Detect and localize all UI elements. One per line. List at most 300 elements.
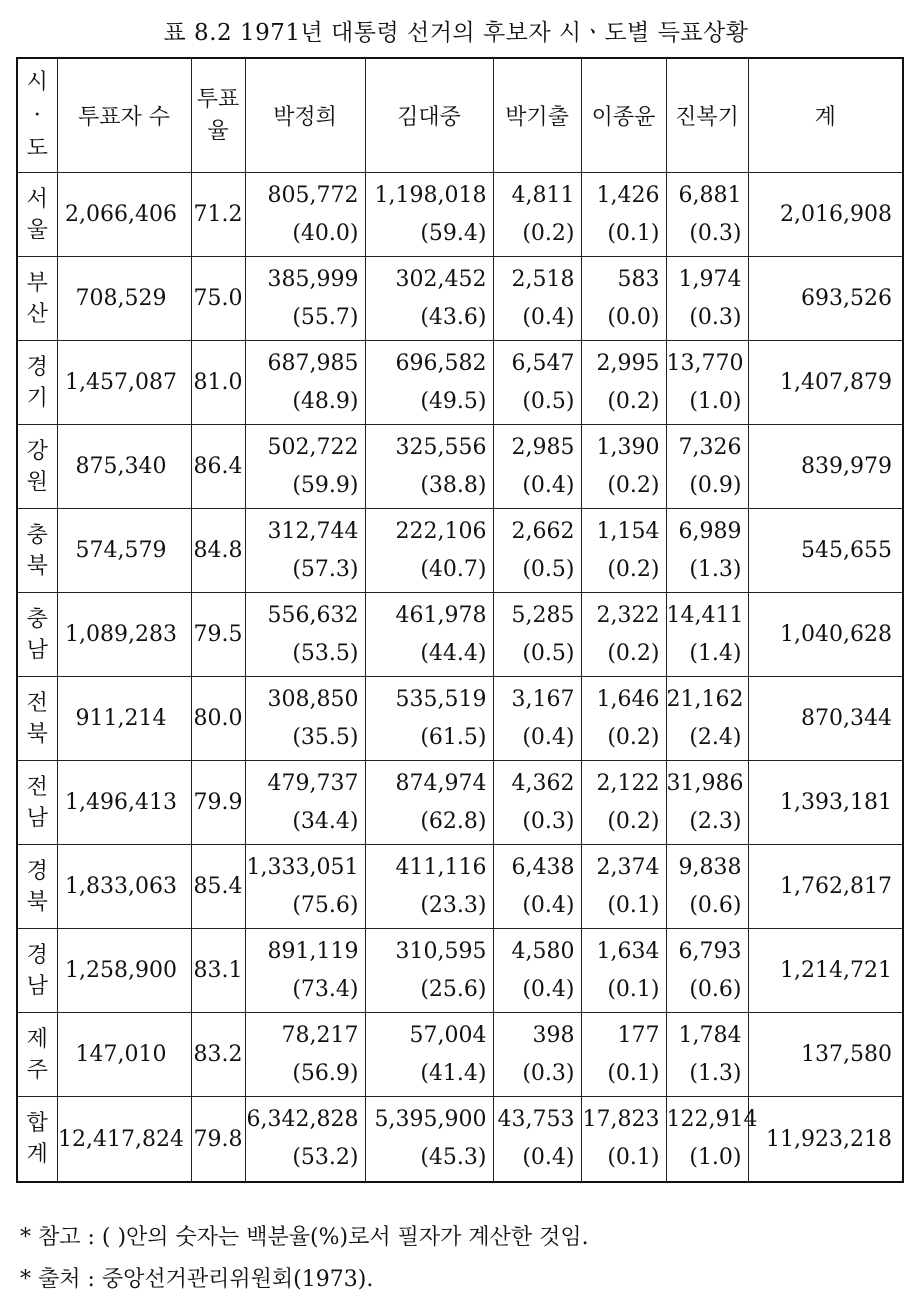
voters-value: 911,214 [75,706,167,731]
kim-cell [365,173,493,257]
region-char: 부 [26,270,48,296]
rate-cell [191,761,245,845]
pkc-cell [493,929,581,1013]
pkc-percent: (0.4) [522,892,575,918]
region-cell [17,761,57,845]
rate-cell [191,1097,245,1183]
jin-votes: 31,986 [666,770,744,796]
region-char: 북 [26,553,48,579]
jin-cell [666,257,748,341]
kim-votes: 411,116 [395,854,487,880]
park-votes: 687,985 [267,350,359,376]
lee-percent: (0.2) [607,808,660,834]
region-char: 서 [26,186,48,212]
region-char: 울 [26,217,48,243]
lee-percent: (0.2) [607,556,660,582]
voters-value: 1,833,063 [65,874,177,899]
table-row [17,257,903,341]
rate-value: 71.2 [193,202,243,227]
total-value: 2,016,908 [780,202,892,227]
table-row [17,677,903,761]
region-char: 경 [26,942,48,968]
jin-votes: 13,770 [666,350,744,376]
total-value: 545,655 [801,538,892,563]
park-percent: (48.9) [292,388,359,414]
header-region [17,58,57,173]
jin-percent: (1.4) [689,640,742,666]
rate-value: 85.4 [193,874,243,899]
jin-percent: (0.3) [689,220,742,246]
pkc-cell [493,677,581,761]
voters-value: 708,529 [75,286,167,311]
kim-votes: 696,582 [395,350,487,376]
region-cell [17,845,57,929]
pkc-votes: 3,167 [511,686,575,712]
kim-percent: (61.5) [420,724,487,750]
header-region-line: 도 [26,136,48,161]
region-cell [17,593,57,677]
voters-cell [57,509,191,593]
pkc-votes: 5,285 [511,602,575,628]
region-char: 충 [26,606,48,632]
pkc-cell [493,593,581,677]
park-cell [245,761,365,845]
region-char: 합 [26,1111,48,1136]
rate-value: 83.1 [193,958,243,983]
pkc-percent: (0.4) [522,724,575,750]
region-cell [17,173,57,257]
lee-votes: 2,374 [596,854,660,880]
lee-cell [581,593,666,677]
region-char: 경 [26,858,48,884]
voters-cell [57,593,191,677]
pkc-cell [493,341,581,425]
pkc-cell [493,845,581,929]
kim-percent: (38.8) [420,472,487,498]
table-row [17,173,903,257]
pkc-cell [493,1013,581,1097]
jin-votes: 7,326 [678,434,742,460]
jin-votes: 122,914 [666,1107,758,1132]
rate-value: 83.2 [193,1042,243,1067]
kim-percent: (59.4) [420,220,487,246]
total-cell [748,1013,903,1097]
total-value: 1,393,181 [780,790,892,815]
table-row [17,1097,903,1183]
lee-votes: 1,390 [596,434,660,460]
park-percent: (35.5) [292,724,359,750]
rate-value: 84.8 [193,538,243,563]
voters-cell [57,173,191,257]
kim-cell [365,929,493,1013]
region-char: 제 [26,1026,48,1052]
pkc-cell [493,257,581,341]
region-char: 남 [26,805,48,831]
voters-value: 12,417,824 [58,1126,184,1152]
kim-percent: (41.4) [420,1060,487,1086]
region-char: 주 [26,1057,48,1083]
rate-cell [191,257,245,341]
kim-percent: (40.7) [420,556,487,582]
jin-cell [666,1097,758,1183]
park-cell [245,509,365,593]
rate-cell [191,509,245,593]
total-cell [748,845,903,929]
lee-cell [581,929,666,1013]
lee-cell [581,1097,666,1183]
lee-percent: (0.2) [607,640,660,666]
pkc-votes: 398 [532,1022,575,1048]
voters-value: 1,258,900 [65,958,177,983]
region-char: 기 [26,385,48,411]
park-votes: 1,333,051 [246,854,359,880]
rate-value: 81.0 [193,370,243,395]
voters-cell [57,677,191,761]
lee-votes: 2,122 [596,770,660,796]
region-char: 북 [26,721,48,747]
kim-cell [365,677,493,761]
table-row [17,425,903,509]
kim-cell [365,509,493,593]
pkc-votes: 6,547 [511,350,575,376]
lee-cell [581,845,666,929]
kim-cell [365,593,493,677]
park-votes: 78,217 [281,1022,359,1048]
lee-percent: (0.1) [607,1145,660,1170]
rate-cell [191,593,245,677]
jin-cell [666,593,748,677]
pkc-percent: (0.4) [522,976,575,1002]
park-votes: 308,850 [267,686,359,712]
rate-cell [191,929,245,1013]
lee-percent: (0.0) [607,304,660,330]
park-percent: (57.3) [292,556,359,582]
jin-percent: (1.3) [689,1060,742,1086]
pkc-votes: 2,662 [511,518,575,544]
lee-percent: (0.2) [607,472,660,498]
jin-votes: 1,784 [678,1022,742,1048]
pkc-percent: (0.5) [522,388,575,414]
lee-cell [581,1013,666,1097]
region-cell [17,341,57,425]
pkc-percent: (0.2) [522,220,575,246]
lee-percent: (0.1) [607,892,660,918]
region-char: 전 [26,690,48,716]
pkc-percent: (0.3) [522,808,575,834]
kim-cell [365,1097,493,1183]
park-votes: 312,744 [267,518,359,544]
park-percent: (56.9) [292,1060,359,1086]
pkc-votes: 6,438 [511,854,575,880]
total-value: 1,040,628 [780,622,892,647]
pkc-percent: (0.4) [522,1145,575,1170]
lee-cell [581,257,666,341]
jin-votes: 14,411 [666,602,744,628]
kim-percent: (25.6) [420,976,487,1002]
total-value: 137,580 [801,1042,892,1067]
pkc-cell [493,761,581,845]
header-region-line: · [33,103,41,128]
park-percent: (73.4) [292,976,359,1002]
pkc-cell [493,1097,581,1183]
jin-cell [666,677,748,761]
jin-votes: 6,793 [678,938,742,964]
total-value: 839,979 [801,454,892,479]
kim-votes: 1,198,018 [374,182,487,208]
lee-percent: (0.2) [607,388,660,414]
voters-value: 147,010 [75,1042,167,1067]
jin-percent: (1.0) [689,1145,742,1170]
region-cell [17,509,57,593]
jin-votes: 9,838 [678,854,742,880]
park-percent: (53.5) [292,640,359,666]
kim-cell [365,257,493,341]
region-cell [17,677,57,761]
kim-percent: (23.3) [420,892,487,918]
total-value: 693,526 [801,286,892,311]
note-source: * 출처 : 중앙선거관리위원회(1973). [20,1267,374,1292]
jin-cell [666,761,748,845]
region-char: 경 [26,354,48,380]
total-cell [748,677,903,761]
jin-percent: (1.3) [689,556,742,582]
header-jin: 진복기 [666,58,748,173]
lee-votes: 1,646 [596,686,660,712]
pkc-votes: 4,362 [511,770,575,796]
lee-votes: 1,634 [596,938,660,964]
pkc-cell [493,509,581,593]
lee-cell [581,761,666,845]
park-cell [245,593,365,677]
header-pkc: 박기출 [493,58,581,173]
table-row [17,341,903,425]
region-cell [17,425,57,509]
total-cell [748,509,903,593]
jin-votes: 6,989 [678,518,742,544]
park-cell [245,1097,365,1183]
total-value: 1,407,879 [780,370,892,395]
table-row [17,845,903,929]
jin-votes: 1,974 [678,266,742,292]
voters-cell [57,341,191,425]
jin-votes: 21,162 [666,686,744,712]
region-char: 원 [26,469,48,495]
lee-cell [581,425,666,509]
header-kim: 김대중 [365,58,493,173]
pkc-percent: (0.5) [522,640,575,666]
park-cell [245,1013,365,1097]
voters-value: 1,089,283 [65,622,177,647]
total-value: 1,214,721 [780,958,892,983]
jin-cell [666,509,748,593]
rate-value: 79.8 [193,1126,243,1152]
header-rate-line: 투표 [196,86,240,112]
rate-value: 79.5 [193,622,243,647]
header-rate [191,58,245,173]
total-cell [748,425,903,509]
region-char: 남 [26,973,48,999]
lee-percent: (0.1) [607,220,660,246]
header-row [17,58,903,173]
kim-votes: 302,452 [395,266,487,292]
kim-votes: 310,595 [395,938,487,964]
jin-percent: (0.6) [689,892,742,918]
jin-cell [666,929,748,1013]
header-park: 박정희 [245,58,365,173]
region-cell [17,929,57,1013]
jin-cell [666,425,748,509]
kim-cell [365,761,493,845]
header-region-line: 시 [26,70,48,95]
pkc-cell [493,173,581,257]
lee-votes: 17,823 [582,1107,660,1132]
table-row [17,509,903,593]
total-cell [748,257,903,341]
jin-percent: (2.3) [689,808,742,834]
pkc-votes: 2,985 [511,434,575,460]
park-percent: (34.4) [292,808,359,834]
kim-votes: 325,556 [395,434,487,460]
rate-value: 75.0 [193,286,243,311]
park-cell [245,677,365,761]
lee-cell [581,509,666,593]
jin-votes: 6,881 [678,182,742,208]
jin-cell [666,1013,748,1097]
region-cell [17,257,57,341]
lee-percent: (0.1) [607,976,660,1002]
rate-cell [191,341,245,425]
header-rate-line: 율 [207,118,229,144]
park-cell [245,341,365,425]
voters-cell [57,425,191,509]
voters-cell [57,761,191,845]
kim-votes: 222,106 [395,518,487,544]
pkc-votes: 43,753 [497,1107,575,1132]
park-votes: 6,342,828 [246,1107,359,1132]
park-cell [245,929,365,1013]
kim-percent: (49.5) [420,388,487,414]
header-voters: 투표자 수 [57,58,191,173]
rate-value: 80.0 [193,706,243,731]
pkc-percent: (0.5) [522,556,575,582]
region-char: 남 [26,637,48,663]
park-votes: 805,772 [267,182,359,208]
voters-value: 1,496,413 [65,790,177,815]
voters-cell [57,257,191,341]
region-char: 강 [26,438,48,464]
voters-value: 2,066,406 [65,202,177,227]
total-cell [748,341,903,425]
voters-value: 1,457,087 [65,370,177,395]
park-votes: 891,119 [267,938,359,964]
pkc-percent: (0.4) [522,304,575,330]
total-cell [748,593,903,677]
park-cell [245,257,365,341]
total-cell [748,761,903,845]
jin-percent: (0.6) [689,976,742,1002]
park-percent: (40.0) [292,220,359,246]
kim-percent: (43.6) [420,304,487,330]
region-char: 계 [26,1142,48,1167]
park-percent: (59.9) [292,472,359,498]
voters-cell [57,1013,191,1097]
pkc-votes: 4,811 [511,182,575,208]
park-cell [245,845,365,929]
voters-cell [57,845,191,929]
total-cell [748,173,903,257]
total-value: 11,923,218 [766,1126,892,1152]
jin-percent: (0.3) [689,304,742,330]
park-percent: (55.7) [292,304,359,330]
total-cell [748,929,903,1013]
lee-cell [581,677,666,761]
jin-percent: (0.9) [689,472,742,498]
pkc-votes: 4,580 [511,938,575,964]
table-caption: 표 8.2 1971년 대통령 선거의 후보자 시ㆍ도별 득표상황 [163,20,749,46]
voters-cell [57,1097,191,1183]
total-value: 870,344 [801,706,892,731]
kim-percent: (44.4) [420,640,487,666]
region-char: 전 [26,774,48,800]
rate-cell [191,1013,245,1097]
kim-votes: 874,974 [395,770,487,796]
kim-votes: 57,004 [409,1022,487,1048]
jin-cell [666,341,748,425]
kim-percent: (62.8) [420,808,487,834]
table-row [17,593,903,677]
park-cell [245,425,365,509]
lee-votes: 1,426 [596,182,660,208]
voters-cell [57,929,191,1013]
rate-cell [191,173,245,257]
park-cell [245,173,365,257]
kim-cell [365,1013,493,1097]
pkc-percent: (0.3) [522,1060,575,1086]
note-reference: * 참고 : ( )안의 숫자는 백분율(%)로서 필자가 계산한 것임. [20,1225,589,1250]
lee-votes: 583 [617,266,660,292]
kim-votes: 5,395,900 [374,1107,487,1132]
region-char: 북 [26,889,48,915]
park-votes: 385,999 [267,266,359,292]
park-votes: 502,722 [267,434,359,460]
header-lee: 이종윤 [581,58,666,173]
lee-percent: (0.2) [607,724,660,750]
kim-votes: 535,519 [395,686,487,712]
region-cell [17,1097,57,1183]
jin-percent: (2.4) [689,724,742,750]
pkc-cell [493,425,581,509]
kim-votes: 461,978 [395,602,487,628]
total-value: 1,762,817 [780,874,892,899]
kim-cell [365,425,493,509]
rate-cell [191,425,245,509]
voters-value: 574,579 [75,538,167,563]
pkc-percent: (0.4) [522,472,575,498]
region-cell [17,1013,57,1097]
lee-votes: 2,995 [596,350,660,376]
table-row [17,929,903,1013]
park-votes: 556,632 [267,602,359,628]
jin-cell [666,845,748,929]
header-total: 계 [748,58,903,173]
table-row [17,761,903,845]
kim-cell [365,845,493,929]
rate-value: 86.4 [193,454,243,479]
lee-percent: (0.1) [607,1060,660,1086]
region-char: 산 [26,301,48,327]
rate-value: 79.9 [193,790,243,815]
rate-cell [191,845,245,929]
